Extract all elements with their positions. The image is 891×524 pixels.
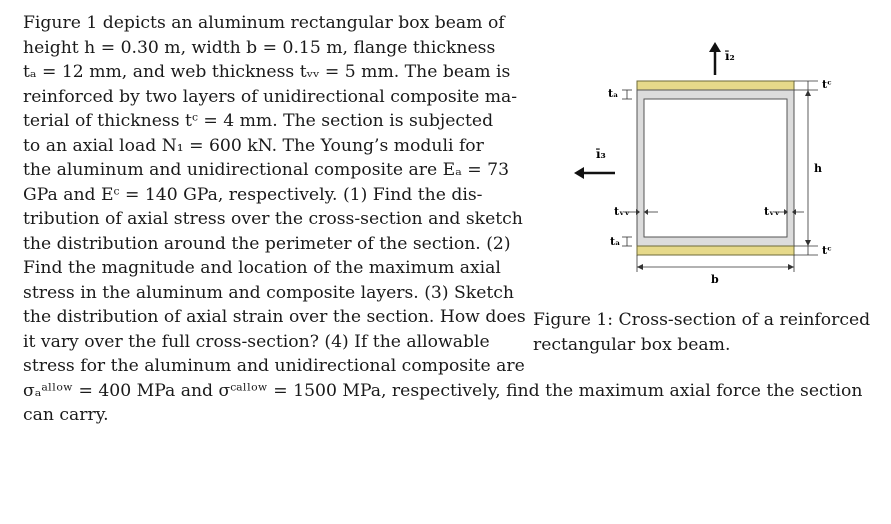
caption-line: rectangular box beam.	[533, 334, 731, 355]
paragraph-line: terial of thickness tᶜ = 4 mm. The section is subjected	[23, 111, 494, 131]
paragraph-line: to an axial load N₁ = 600 kN. The Young’s moduli for	[23, 135, 484, 156]
paragraph-line: reinforced by two layers of unidirectional composite ma-	[23, 86, 518, 107]
paragraph-line: Figure 1 depicts an aluminum rectangular box beam of	[23, 13, 505, 33]
top-composite-layer	[637, 81, 794, 90]
ta-top-label: tₐ	[608, 87, 619, 100]
paragraph-line: the aluminum and unidirectional composite are Eₐ = 73	[23, 160, 510, 180]
i2-arrow-head	[709, 42, 721, 52]
paragraph-line-wide: σₐᵃˡˡᵒʷ = 400 MPa and σᶜᵃˡˡᵒʷ = 1500 MPa, respectively, find the maximum axial force the section	[23, 381, 863, 401]
b-label: b	[711, 273, 719, 286]
i2-label: ī₂	[725, 49, 735, 63]
paragraph-line-final: can carry.	[23, 405, 109, 425]
tw-right-label: tᵥᵥ	[764, 205, 780, 218]
h-label: h	[814, 162, 822, 175]
b-dim-arrow-left	[637, 264, 643, 270]
h-dim-arrow-bot	[805, 240, 811, 246]
problem-paragraph	[23, 11, 526, 379]
tw-left-label: tᵥᵥ	[614, 205, 630, 218]
paragraph-line: Find the magnitude and location of the maximum axial	[23, 258, 501, 278]
i3-arrow-head	[574, 167, 584, 179]
paragraph-line: GPa and Eᶜ = 140 GPa, respectively. (1) Find the dis-	[23, 184, 483, 205]
ta-bot-label: tₐ	[610, 235, 621, 248]
figure-caption	[533, 308, 883, 357]
caption-line: Figure 1: Cross-section of a reinforced	[533, 310, 871, 330]
paragraph-line: stress for the aluminum and unidirectional composite are	[23, 356, 525, 376]
paragraph-line: the distribution of axial strain over the section. How does	[23, 307, 526, 327]
cross-section-figure	[560, 40, 880, 300]
paragraph-line: it vary over the full cross-section? (4) If the allowable	[23, 331, 490, 352]
paragraph-line: the distribution around the perimeter of the section. (2)	[23, 233, 511, 254]
tc-top-label: tᶜ	[822, 78, 832, 91]
h-dim-arrow-top	[805, 90, 811, 96]
paragraph-line: height h = 0.30 m, width b = 0.15 m, flange thickness	[23, 37, 496, 58]
b-dim-arrow-right	[788, 264, 794, 270]
paragraph-line: stress in the aluminum and composite layers. (3) Sketch	[23, 282, 514, 303]
paragraph-line: tₐ = 12 mm, and web thickness tᵥᵥ = 5 mm. The beam is	[23, 62, 511, 82]
paragraph-line: tribution of axial stress over the cross-section and sketch	[23, 209, 523, 229]
tc-bot-label: tᶜ	[822, 244, 832, 257]
i3-label: ī₃	[596, 147, 606, 161]
bottom-composite-layer	[637, 246, 794, 255]
